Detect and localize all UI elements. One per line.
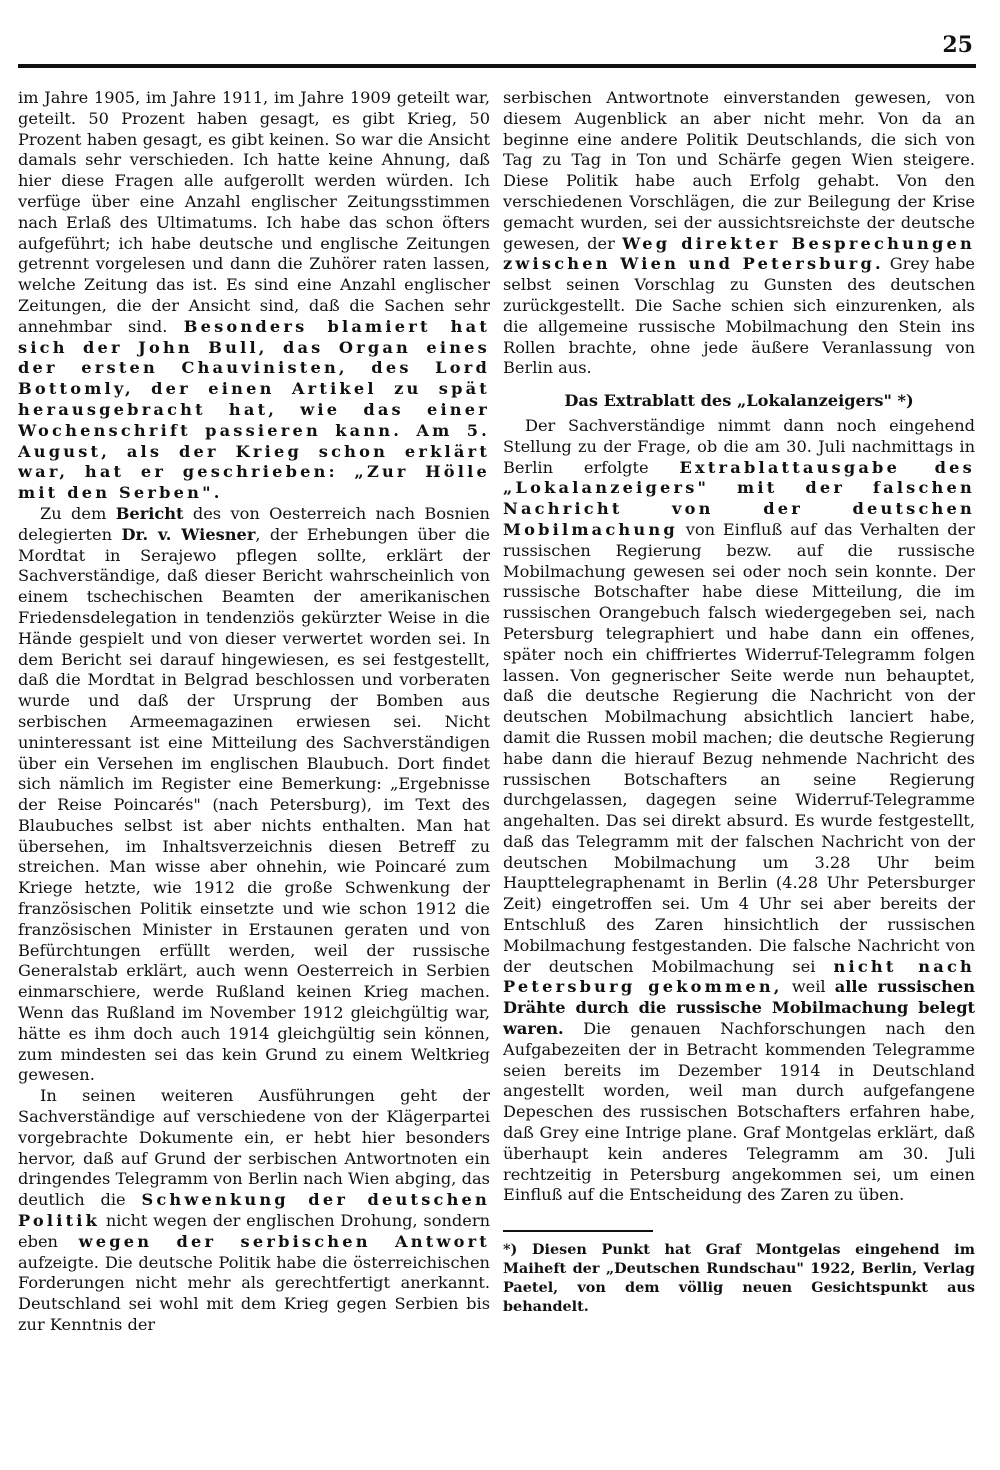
header-rule (18, 64, 976, 68)
page-number: 25 (942, 32, 973, 58)
right-column (503, 88, 975, 1458)
paragraph: im Jahre 1905, im Jahre 1911, im Jahre 1909 geteilt war, geteilt. 50 Prozent haben gesagt, es gibt Krieg, 50 Prozent haben gesagt, es gibt keinen. So war die Ansicht damals sehr verschieden. Ich hatte keine Ahnung, daß hier diese Fragen alle aufgerollt werden würden. Ich verfüge über eine Anzahl englischer Zeitungsstimmen nach Erlaß des Ultimatums. Ich habe das schon öfters aufgeführt; ich habe deutsche und englische Zeitungen getrennt vorgelesen und dann die Zuhörer raten lassen, welche Zeitung das ist. Es sind eine Anzahl englischer Zeitungen, die der Ansicht sind, daß die Sachen sehr annehmbar sind. Besonders blamiert hat sich der John Bull, das Organ eines der ersten Chauvinisten, des Lord Bottomly, der einen Artikel zu spät herausgebracht hat, wie das einer Wochenschrift passieren kann. Am 5. August, als der Krieg schon erklärt war, hat er geschrieben: „Zur Hölle mit den Serben". (18, 88, 490, 503)
footnote-rule (503, 1230, 653, 1232)
footnote: *) Diesen Punkt hat Graf Montgelas eingehend im Maiheft der „Deutschen Rundschau" 1922, Berlin, Verlag Paetel, von dem völlig neuen Gesichtspunkt aus behandelt. (503, 1241, 975, 1316)
paragraph: Der Sachverständige nimmt dann noch eingehend Stellung zu der Frage, ob die am 30. Juli nachmittags in Berlin erfolgte Extrablattausgabe des „Lokalanzeigers" mit der falschen Nachricht von der deutschen Mobilmachung von Einfluß auf das Verhalten der russischen Regierung bezw. auf die russische Mobilmachung gewesen sei oder noch sein konnte. Der russische Botschafter habe diese Mitteilung, die im russischen Orangebuch falsch wiedergegeben sei, nach Petersburg telegraphiert und habe dann ein offenes, später noch ein chiffriertes Widerruf-Telegramm folgen lassen. Von gegnerischer Seite werde nun behauptet, daß die deutsche Regierung die Nachricht von der deutschen Mobilmachung absichtlich lanciert habe, damit die Russen mobil machen; die deutsche Regierung habe dann die hierauf Bezug nehmende Nachricht des russischen Botschafters an seine Regierung durchgelassen, dagegen seine Widerruf-Telegramme angehalten. Das sei direkt absurd. Es wurde festgestellt, daß das Telegramm mit der falschen Nachricht von der deutschen Mobilmachung um 3.28 Uhr beim Haupttelegraphenamt in Berlin (4.28 Uhr Petersburger Zeit) eingetroffen sei. Um 4 Uhr sei aber bereits der Entschluß des Zaren hinsichtlich der russischen Mobilmachung festgestanden. Die falsche Nachricht von der deutschen Mobilmachung sei nicht nach Petersburg gekommen, weil alle russischen Drähte durch die russische Mobilmachung belegt waren. Die genauen Nachforschungen nach den Aufgabezeiten der in Betracht kommenden Telegramme seien bereits im Dezember 1914 in Deutschland angestellt worden, weil man durch aufgefangene Depeschen des russischen Botschafters erfahren habe, daß Grey eine Intrige plane. Graf Montgelas erklärt, daß überhaupt kein anderes Telegramm am 30. Juli rechtzeitig in Petersburg angekommen sei, um einen Einfluß auf die Entscheidung des Zaren zu üben. (503, 415, 975, 1205)
section-heading: Das Extrablatt des „Lokalanzeigers" *) (564, 391, 914, 411)
paragraph: serbischen Antwortnote einverstanden gewesen, von diesem Augenblick an aber nicht mehr. Von da an beginne eine andere Politik Deutschlands, die sich von Tag zu Tag in Ton und Schärfe gegen Wien steigere. Diese Politik habe auch Erfolg gehabt. Von den verschiedenen Vorschlägen, die zur Beilegung der Krise gemacht wurden, sei der aussichtsreichste der deutsche gewesen, der Weg direkter Besprechungen zwischen Wien und Petersburg. Grey habe selbst seinen Vorschlag zu Gunsten des deutschen zurückgestellt. Die Sache schien sich einzurenken, als die allgemeine russische Mobilmachung den Stein ins Rollen brachte, ohne jede äußere Veranlassung von Berlin aus. (503, 88, 975, 378)
left-column (18, 88, 490, 1458)
paragraph: Zu dem Bericht des von Oesterreich nach Bosnien delegierten Dr. v. Wiesner, der Erhebungen über die Mordtat in Serajewo pflegen sollte, erklärt der Sachverständige, daß dieser Bericht wahrscheinlich von einem tschechischen Beamten der amerikanischen Friedensdelegation in tendenziös gekürzter Weise in die Hände gespielt und von dieser verwertet worden sei. In dem Bericht sei darauf hingewiesen, es sei festgestellt, daß die Mordtat in Belgrad beschlossen und vorberaten wurde und daß der Ursprung der Bomben aus serbischen Armeemagazinen erwiesen sei. Nicht uninteressant ist eine Mitteilung des Sachverständigen über ein Versehen im englischen Blaubuch. Dort findet sich nämlich im Register eine Bemerkung: „Ergebnisse der Reise Poincarés" (nach Petersburg), im Text des Blaubuches selbst ist aber nichts enthalten. Man hat übersehen, im Inhaltsverzeichnis diesen Betreff zu streichen. Man wisse aber ohnehin, wie Poincaré zum Kriege hetzte, wie 1912 die große Schwenkung der französischen Politik einsetzte und wie schon 1912 die französischen Minister in Erstaunen geraten und von Befürchtungen erfüllt werden, weil der russische Generalstab erklärt, auch wenn Oesterreich in Serbien einmarschiere, werde Rußland keinen Krieg machen. Wenn das Rußland im November 1912 gleichgültig war, hätte es ihm doch auch 1914 gleichgültig sein können, zum mindesten sei das kein Grund zu einem Weltkrieg gewesen. (18, 503, 490, 1085)
paragraph: In seinen weiteren Ausführungen geht der Sachverständige auf verschiedene von der Klägerpartei vorgebrachte Dokumente ein, er hebt hier besonders hervor, daß auf Grund der serbischen Antwortnoten ein dringendes Telegramm von Berlin nach Wien abging, das deutlich die Schwenkung der deutschen Politik nicht wegen der englischen Drohung, sondern eben wegen der serbischen Antwort aufzeigte. Die deutsche Politik habe die österreichischen Forderungen nicht mehr als gerechtfertigt anerkannt. Deutschland sei wohl mit dem Krieg gegen Serbien bis zur Kenntnis der (18, 1086, 490, 1335)
